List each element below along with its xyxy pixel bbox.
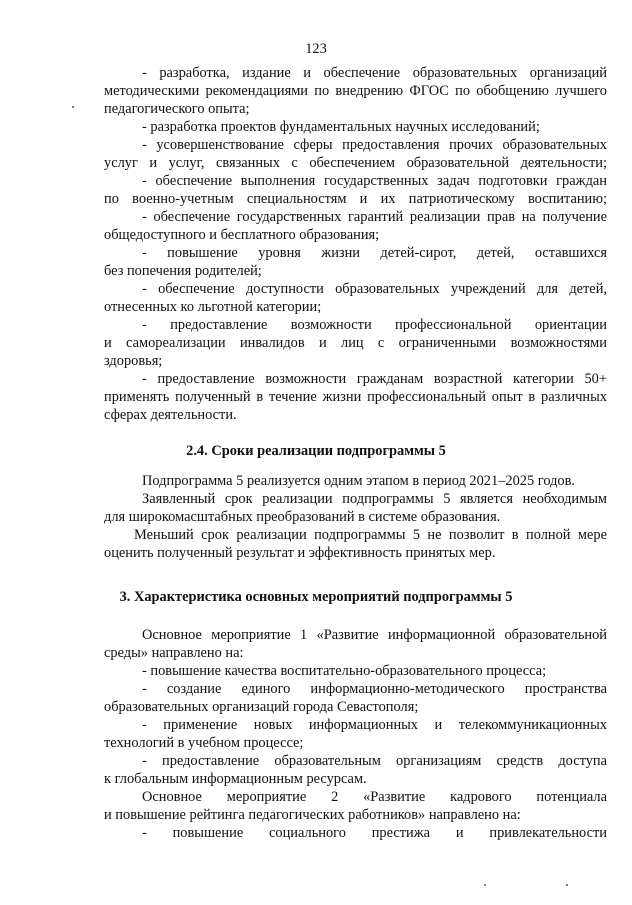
text-line: - обеспечение выполнения государственных задач подготовки граждан (142, 173, 607, 189)
text-line: здоровья; (104, 353, 163, 369)
text-line: Подпрограмма 5 реализуется одним этапом в период 2021–2025 годов. (142, 473, 576, 489)
text-line: - создание единого информационно-методического пространства (142, 681, 607, 697)
text-line: - предоставление возможности профессиональной ориентации (142, 317, 607, 333)
text-line: - повышение уровня жизни детей-сирот, детей, оставшихся (142, 245, 607, 261)
text-line: методическими рекомендациями по внедрению ФГОС по обобщению лучшего (104, 83, 607, 99)
text-line: Заявленный срок реализации подпрограммы 5 является необходимым (142, 491, 607, 507)
scan-speck (566, 884, 568, 886)
page-number: 123 (305, 41, 327, 57)
text-line: Основное мероприятие 1 «Развитие информационной образовательной (142, 627, 607, 643)
text-line: среды» направлено на: (104, 645, 244, 661)
text-line: - предоставление образовательным организациям средств доступа (142, 753, 607, 769)
text-line: - предоставление возможности гражданам возрастной категории 50+ (142, 371, 607, 387)
section-heading: 2.4. Сроки реализации подпрограммы 5 (186, 443, 446, 459)
text-line: Основное мероприятие 2 «Развитие кадрового потенциала (142, 789, 607, 805)
text-line: для широкомасштабных преобразований в системе образования. (104, 509, 501, 525)
text-line: Меньший срок реализации подпрограммы 5 не позволит в полной мере (134, 527, 607, 543)
text-line: без попечения родителей; (104, 263, 262, 279)
text-line: технологий в учебном процессе; (104, 735, 304, 751)
text-line: по военно-учетным специальностям и их патриотическому воспитанию; (104, 191, 607, 207)
text-line: - применение новых информационных и телекоммуникационных (142, 717, 607, 733)
text-line: услуг и услуг, связанных с обеспечением образовательной деятельности; (104, 155, 607, 171)
text-line: - обеспечение государственных гарантий реализации прав на получение (142, 209, 607, 225)
text-line: и самореализации инвалидов и лиц с ограниченными возможностями (104, 335, 607, 351)
text-line: - повышение социального престижа и привлекательности (142, 825, 607, 841)
text-line: общедоступного и бесплатного образования; (104, 227, 380, 243)
text-line: - обеспечение доступности образовательных учреждений для детей, (142, 281, 607, 297)
text-line: - усовершенствование сферы предоставления прочих образовательных (142, 137, 607, 153)
text-line: и повышение рейтинга педагогических работников» направлено на: (104, 807, 521, 823)
text-line: применять полученный в течение жизни профессиональный опыт в различных (104, 389, 607, 405)
text-line: оценить полученный результат и эффективность принятых мер. (104, 545, 496, 561)
text-line: к глобальным информационным ресурсам. (104, 771, 367, 787)
scan-speck (484, 884, 486, 886)
text-line: сферах деятельности. (104, 407, 237, 423)
text-line: - повышение качества воспитательно-образовательного процесса; (142, 663, 547, 679)
text-line: педагогического опыта; (104, 101, 250, 117)
scan-speck (72, 106, 74, 108)
text-line: отнесенных ко льготной категории; (104, 299, 322, 315)
text-line: - разработка, издание и обеспечение образовательных организаций (142, 65, 607, 81)
section-heading: 3. Характеристика основных мероприятий подпрограммы 5 (119, 589, 513, 605)
text-line: - разработка проектов фундаментальных научных исследований; (142, 119, 540, 135)
text-line: образовательных организаций города Севастополя; (104, 699, 419, 715)
